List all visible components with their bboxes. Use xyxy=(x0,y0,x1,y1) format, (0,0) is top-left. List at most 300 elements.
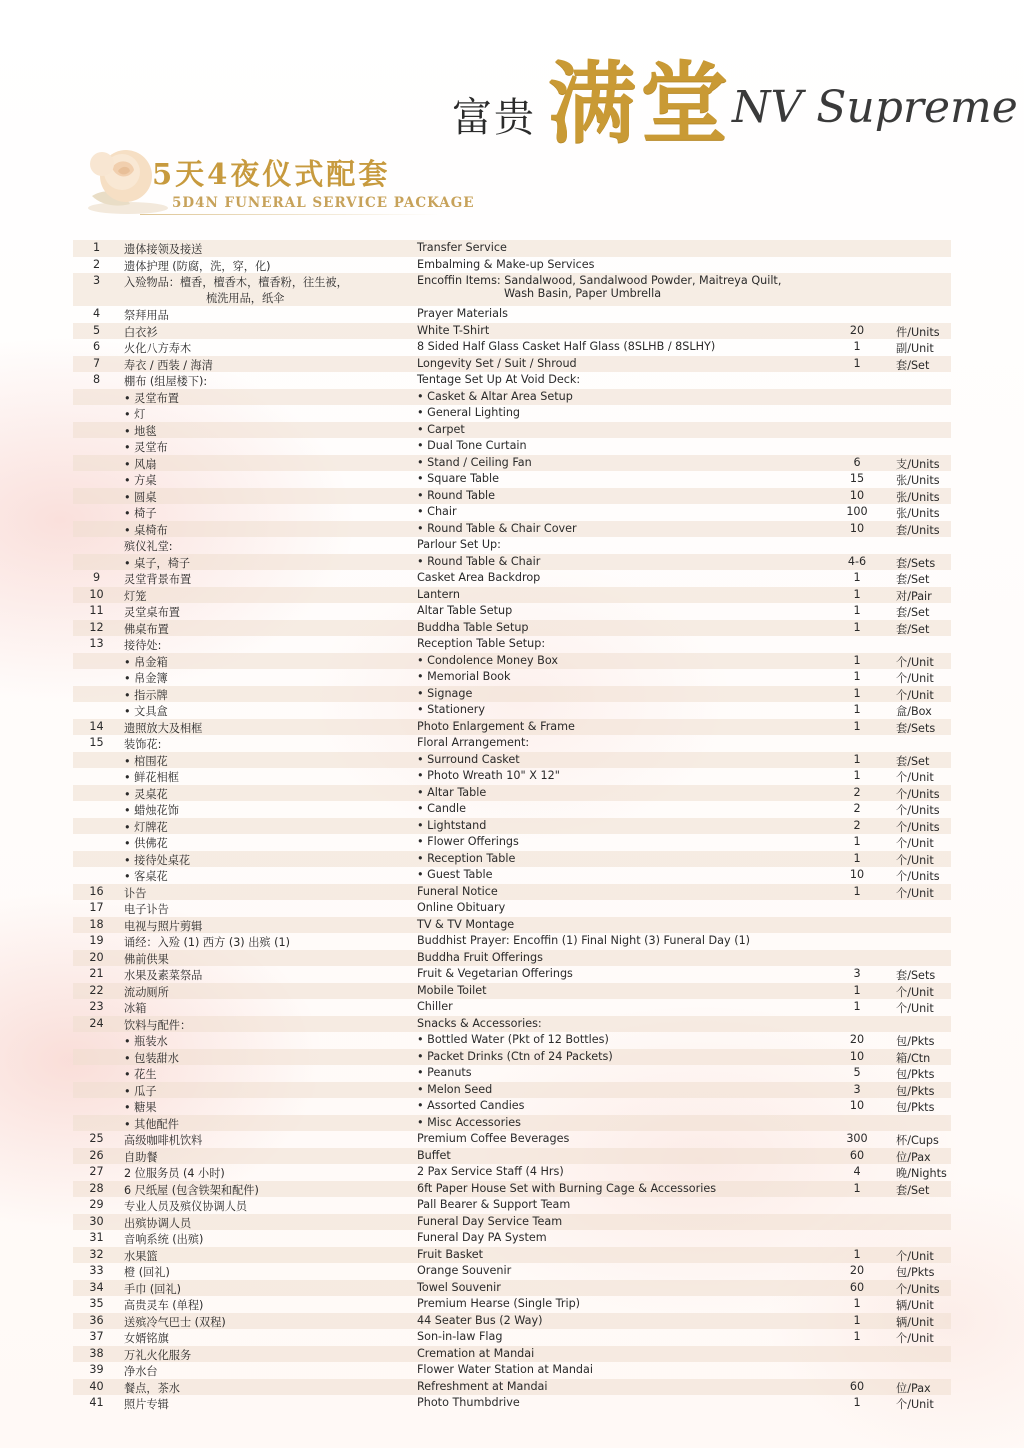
item-unit xyxy=(896,505,940,521)
item-quantity xyxy=(825,835,889,848)
item-quantity xyxy=(825,1165,889,1178)
item-chinese-text: • 灵堂布置 xyxy=(124,391,179,405)
item-number-text: 12 xyxy=(89,620,104,634)
item-unit-text: 位/Pax xyxy=(896,1381,931,1395)
item-chinese xyxy=(124,357,213,373)
item-chinese-text: • 文具盒 xyxy=(124,705,168,718)
item-english-text: Casket Area Backdrop xyxy=(417,571,541,584)
item-chinese xyxy=(124,1380,180,1396)
item-english-text: Online Obituary xyxy=(417,901,506,914)
item-english xyxy=(417,258,595,271)
table-row xyxy=(73,1131,951,1148)
item-english-text: • Melon Seed xyxy=(417,1082,493,1096)
item-number xyxy=(73,241,120,254)
item-english xyxy=(417,1330,502,1343)
item-english xyxy=(417,637,545,650)
item-chinese-text: • 蜡烛花饰 xyxy=(124,804,179,817)
item-english-text: Prayer Materials xyxy=(417,307,508,320)
item-chinese xyxy=(124,472,157,488)
item-english xyxy=(417,1198,570,1211)
item-english xyxy=(417,1033,609,1046)
item-chinese xyxy=(124,901,169,917)
item-english xyxy=(417,1050,613,1063)
item-chinese-text: 讣告 xyxy=(124,886,147,900)
item-number-text: 32 xyxy=(89,1247,104,1261)
item-unit-text: 张/Units xyxy=(896,490,940,504)
item-chinese xyxy=(124,1396,169,1412)
item-quantity-text: 1 xyxy=(853,604,861,617)
item-chinese-text: 灯笼 xyxy=(124,589,147,603)
table-row xyxy=(73,1181,951,1198)
item-english-text: • Stationery xyxy=(417,703,486,716)
table-row xyxy=(73,455,951,472)
item-number-text: 19 xyxy=(89,934,104,947)
item-quantity-text: 1 xyxy=(853,1313,861,1327)
item-quantity-text: 1 xyxy=(853,719,861,733)
item-english-text: • Altar Table xyxy=(417,785,487,799)
item-chinese xyxy=(124,1017,191,1033)
item-quantity-text: 6 xyxy=(853,455,861,469)
table-row xyxy=(73,1263,951,1280)
item-english-text: • Square Table xyxy=(417,472,500,485)
item-english-text: Lantern xyxy=(417,587,460,601)
item-quantity xyxy=(825,1149,889,1162)
item-english-text: • Carpet xyxy=(417,422,465,436)
item-english xyxy=(417,1380,548,1393)
table-row xyxy=(73,356,951,373)
item-quantity-text: 10 xyxy=(849,1099,865,1112)
item-english-text: Son-in-law Flag xyxy=(417,1330,503,1343)
item-chinese xyxy=(124,703,168,719)
table-row xyxy=(73,801,951,818)
item-english-text: Premium Hearse (Single Trip) xyxy=(417,1297,581,1310)
item-unit-text: 套/Set xyxy=(896,754,930,768)
item-chinese xyxy=(124,1116,179,1132)
item-unit xyxy=(896,769,934,785)
item-chinese-text: • 瓜子 xyxy=(124,1084,157,1098)
item-chinese xyxy=(124,406,145,422)
item-unit-text: 套/Set xyxy=(896,622,930,636)
item-quantity-text: 60 xyxy=(849,1280,865,1294)
item-english-text: • Bottled Water (Pkt of 12 Bottles) xyxy=(417,1033,609,1046)
item-english-text: Flower Water Station at Mandai xyxy=(417,1363,593,1376)
item-english xyxy=(417,670,511,683)
package-title-english: 5D4N FUNERAL SERVICE PACKAGE xyxy=(172,195,475,211)
item-english-text: • Candle xyxy=(417,802,467,815)
item-number-text: 24 xyxy=(89,1016,104,1030)
item-chinese-text: • 椅子 xyxy=(124,507,157,520)
item-chinese xyxy=(124,1248,158,1264)
table-row xyxy=(73,851,951,868)
item-chinese-text: • 灯 xyxy=(124,408,146,421)
item-number xyxy=(73,1363,120,1376)
item-english xyxy=(417,274,781,300)
table-row xyxy=(73,1082,951,1099)
item-number-text: 20 xyxy=(89,950,104,964)
item-number xyxy=(73,1215,120,1228)
table-row xyxy=(73,1148,951,1165)
item-chinese-text: 高级咖啡机饮料 xyxy=(124,1134,203,1147)
item-chinese xyxy=(124,1281,181,1297)
item-english-text: Funeral Notice xyxy=(417,884,498,898)
table-row xyxy=(73,603,951,620)
item-number xyxy=(73,1314,120,1327)
item-quantity-text: 2 xyxy=(853,818,861,832)
table-row xyxy=(73,1379,951,1396)
item-english xyxy=(417,472,499,485)
item-english xyxy=(417,621,529,634)
item-quantity-text: 3 xyxy=(853,967,861,980)
item-chinese xyxy=(124,423,157,439)
item-number xyxy=(73,621,120,634)
item-chinese-text: • 指示牌 xyxy=(124,688,168,702)
item-quantity xyxy=(825,786,889,799)
item-quantity-text: 1 xyxy=(853,1000,861,1013)
item-english-text: Longevity Set / Suit / Shroud xyxy=(417,356,577,370)
item-quantity-text: 1 xyxy=(853,769,861,782)
item-chinese xyxy=(124,1165,225,1181)
item-english xyxy=(417,571,540,584)
item-quantity xyxy=(825,753,889,766)
table-row xyxy=(73,1247,951,1264)
item-unit-text: 个/Unit xyxy=(896,688,934,702)
table-row xyxy=(73,389,951,406)
item-number-text: 34 xyxy=(89,1280,104,1294)
item-english-text: • Flower Offerings xyxy=(417,835,519,848)
item-chinese xyxy=(124,1000,146,1016)
item-chinese xyxy=(124,918,202,934)
item-chinese-text: • 接待处桌花 xyxy=(124,853,191,867)
item-english-text: Transfer Service xyxy=(417,241,507,254)
item-unit-text: 个/Unit xyxy=(896,1332,934,1345)
item-quantity-text: 1 xyxy=(853,752,861,766)
item-english xyxy=(417,819,486,832)
brand-chinese-prefix: 富贵 xyxy=(452,95,536,141)
item-chinese xyxy=(124,967,202,983)
item-quantity xyxy=(825,654,889,667)
item-unit-text: 个/Unit xyxy=(896,655,934,669)
item-quantity-text: 2 xyxy=(853,785,861,799)
item-unit xyxy=(896,1297,934,1313)
item-unit xyxy=(896,703,932,719)
item-number xyxy=(73,885,120,898)
item-quantity xyxy=(825,472,889,485)
item-english-text: Encoffin Items: Sandalwood, Sandalwood Powder, Maitreya Quilt, xyxy=(417,274,782,287)
table-row xyxy=(73,966,951,983)
item-quantity xyxy=(825,1182,889,1195)
item-chinese xyxy=(124,390,179,406)
item-english xyxy=(417,1314,542,1327)
item-chinese xyxy=(124,439,168,455)
item-unit xyxy=(896,1066,934,1082)
item-english xyxy=(417,1066,472,1079)
item-chinese xyxy=(124,241,202,257)
item-chinese-text: 流动厕所 xyxy=(124,985,169,999)
item-quantity-text: 10 xyxy=(849,1049,865,1063)
item-number-text: 18 xyxy=(89,917,104,931)
item-number-text: 2 xyxy=(92,257,101,271)
item-english-text: Chiller xyxy=(417,1000,453,1013)
item-chinese-text: • 灵桌花 xyxy=(124,787,168,801)
table-row xyxy=(73,570,951,587)
item-chinese-text: • 桌子，椅子 xyxy=(124,556,191,570)
item-chinese-text: 万礼火化服务 xyxy=(124,1348,192,1362)
item-unit xyxy=(896,1099,934,1115)
item-chinese xyxy=(124,984,169,1000)
table-row xyxy=(73,834,951,851)
item-number xyxy=(73,1000,120,1013)
item-chinese-text: • 供佛花 xyxy=(124,837,168,850)
item-chinese-text: 2 位服务员 (4 小时) xyxy=(124,1167,225,1180)
table-row xyxy=(73,554,951,571)
item-english-text: • Round Table xyxy=(417,488,496,502)
item-number xyxy=(73,951,120,964)
table-row xyxy=(73,900,951,917)
item-number xyxy=(73,1165,120,1178)
item-unit-text: 杯/Cups xyxy=(896,1134,939,1147)
item-chinese-text: 遗体接领及接送 xyxy=(124,243,203,256)
item-unit-text: 包/Pkts xyxy=(896,1101,935,1114)
table-row xyxy=(73,1346,951,1363)
item-chinese xyxy=(124,1363,158,1379)
item-english xyxy=(417,984,487,997)
table-row xyxy=(73,620,951,637)
item-quantity xyxy=(825,1000,889,1013)
item-unit xyxy=(896,802,940,818)
item-number xyxy=(73,258,120,271)
item-unit-text: 包/Pkts xyxy=(896,1035,935,1048)
item-english xyxy=(417,786,486,799)
item-unit-text: 支/Units xyxy=(896,457,940,471)
table-row xyxy=(73,669,951,686)
item-chinese-text: • 包装甜水 xyxy=(124,1051,179,1065)
item-chinese xyxy=(124,621,169,637)
item-unit-text: 包/Pkts xyxy=(896,1084,935,1098)
table-row xyxy=(73,1049,951,1066)
item-unit-text: 个/Unit xyxy=(896,1002,934,1015)
item-chinese xyxy=(124,555,190,571)
item-english xyxy=(417,373,580,386)
item-chinese xyxy=(124,1231,203,1247)
item-english xyxy=(417,835,519,848)
item-unit xyxy=(896,1330,934,1346)
item-unit-text: 个/Unit xyxy=(896,985,934,999)
table-row xyxy=(73,1197,951,1214)
table-row xyxy=(73,1395,951,1412)
item-english xyxy=(417,1083,492,1096)
item-quantity-text: 5 xyxy=(853,1066,861,1079)
item-chinese-text: 火化八方寿木 xyxy=(124,342,192,355)
item-chinese xyxy=(124,505,157,521)
item-chinese xyxy=(124,1297,203,1313)
item-number-text: 26 xyxy=(89,1148,104,1162)
item-unit-text: 个/Units xyxy=(896,804,940,817)
item-number xyxy=(73,373,120,386)
item-quantity-text: 1 xyxy=(853,1297,861,1310)
item-quantity-text: 1 xyxy=(853,1247,861,1261)
item-chinese-text: 送殡冷气巴士 (双程) xyxy=(124,1315,226,1329)
item-chinese xyxy=(124,588,146,604)
item-chinese-text: • 瓶装水 xyxy=(124,1035,168,1048)
item-chinese xyxy=(124,538,173,554)
item-chinese xyxy=(124,604,180,620)
brand-english-title: NV Supreme xyxy=(732,82,1018,133)
package-title-chinese: 5天4夜仪式配套 xyxy=(152,157,391,191)
item-english-text: Buddha Table Setup xyxy=(417,620,529,634)
item-chinese xyxy=(124,522,168,538)
item-unit xyxy=(896,1182,929,1198)
item-unit-text: 件/Units xyxy=(896,325,940,339)
item-english xyxy=(417,1149,451,1162)
item-english xyxy=(417,687,472,700)
item-english xyxy=(417,852,515,865)
item-quantity-text: 1 xyxy=(853,670,861,683)
item-unit-text: 个/Unit xyxy=(896,837,934,850)
item-chinese-text: 殡仪礼堂: xyxy=(124,540,173,553)
item-number xyxy=(73,274,120,287)
item-chinese-text: 佛桌布置 xyxy=(124,622,169,636)
item-english-text: • General Lighting xyxy=(417,406,521,419)
item-english-text: • Round Table & Chair xyxy=(417,554,541,568)
item-number xyxy=(73,901,120,914)
item-chinese xyxy=(124,852,190,868)
item-english-text: • Chair xyxy=(417,505,457,518)
item-chinese-text: 专业人员及殡仪协调人员 xyxy=(124,1200,248,1213)
item-english xyxy=(417,588,460,601)
item-english-text: 44 Seater Bus (2 Way) xyxy=(417,1313,543,1327)
item-chinese xyxy=(124,1066,157,1082)
item-english-text-line2: Wash Basin, Paper Umbrella xyxy=(504,287,662,300)
item-chinese xyxy=(124,736,161,752)
item-unit xyxy=(896,885,934,901)
item-english xyxy=(417,1116,521,1129)
item-chinese-text: 自助餐 xyxy=(124,1150,158,1164)
item-number-text: 8 xyxy=(92,373,101,386)
table-row xyxy=(73,339,951,356)
item-number-text: 9 xyxy=(92,571,101,584)
item-chinese-text: 电视与照片剪辑 xyxy=(124,919,203,933)
item-unit-text: 张/Units xyxy=(896,474,940,487)
item-chinese-text: • 棺围花 xyxy=(124,754,168,768)
item-chinese-text: 饮料与配件： xyxy=(124,1018,192,1032)
item-chinese xyxy=(124,1099,157,1115)
item-number xyxy=(73,984,120,997)
item-quantity xyxy=(825,571,889,584)
item-chinese-text: • 糖果 xyxy=(124,1101,157,1114)
item-english xyxy=(417,1017,542,1030)
item-unit xyxy=(896,1264,934,1280)
item-unit xyxy=(896,555,935,571)
item-quantity xyxy=(825,703,889,716)
table-row xyxy=(73,1329,951,1346)
table-row xyxy=(73,653,951,670)
item-unit xyxy=(896,654,934,670)
item-english-text: • Dual Tone Curtain xyxy=(417,439,527,452)
item-chinese-text: • 桌椅布 xyxy=(124,523,168,537)
item-english-text: • Lightstand xyxy=(417,818,487,832)
item-number xyxy=(73,720,120,733)
item-english-text: Towel Souvenir xyxy=(417,1280,501,1294)
item-english-text: 8 Sided Half Glass Casket Half Glass (8SLHB / 8SLHY) xyxy=(417,340,716,353)
item-english-text: • Condolence Money Box xyxy=(417,653,558,667)
item-chinese xyxy=(124,1149,158,1165)
item-unit xyxy=(896,357,929,373)
item-chinese xyxy=(124,769,179,785)
item-number-text: 11 xyxy=(89,604,104,617)
item-quantity xyxy=(825,1330,889,1343)
item-chinese xyxy=(124,1050,179,1066)
item-english-text: Pall Bearer & Support Team xyxy=(417,1198,571,1211)
item-unit xyxy=(896,1314,934,1330)
item-english xyxy=(417,918,514,931)
item-quantity xyxy=(825,670,889,683)
item-english-text: Altar Table Setup xyxy=(417,604,513,617)
item-chinese xyxy=(124,1132,202,1148)
item-chinese xyxy=(124,885,146,901)
item-chinese xyxy=(124,720,202,736)
item-quantity xyxy=(825,1248,889,1261)
table-row xyxy=(73,1296,951,1313)
item-chinese xyxy=(124,819,168,835)
item-quantity xyxy=(825,522,889,535)
table-row xyxy=(73,1313,951,1330)
item-quantity-text: 1 xyxy=(853,340,861,353)
item-chinese-text: 灵堂桌布置 xyxy=(124,606,180,619)
item-unit-text: 套/Units xyxy=(896,523,940,537)
item-number-text: 21 xyxy=(89,967,104,980)
item-chinese xyxy=(124,670,168,686)
item-chinese xyxy=(124,1083,157,1099)
item-chinese xyxy=(124,307,169,323)
item-chinese xyxy=(124,654,168,670)
item-chinese-text: 高贵灵车 (单程) xyxy=(124,1299,204,1312)
table-row xyxy=(73,752,951,769)
item-unit-text: 个/Unit xyxy=(896,771,934,784)
item-chinese-text: 冰箱 xyxy=(124,1002,147,1015)
item-chinese-text: • 帛金簿 xyxy=(124,672,168,685)
item-english-text: Photo Thumbdrive xyxy=(417,1396,520,1409)
item-number-text: 38 xyxy=(89,1346,104,1360)
item-chinese xyxy=(124,258,271,274)
item-english xyxy=(417,1396,520,1409)
item-number xyxy=(73,1297,120,1310)
item-english xyxy=(417,307,508,320)
item-quantity-text: 10 xyxy=(849,521,865,535)
item-number-text: 23 xyxy=(89,1000,104,1013)
item-unit xyxy=(896,1000,934,1016)
item-chinese xyxy=(124,489,157,505)
item-unit-text: 套/Sets xyxy=(896,969,936,982)
item-number-text: 5 xyxy=(92,323,101,337)
item-quantity xyxy=(825,604,889,617)
item-unit xyxy=(896,1380,931,1396)
item-chinese xyxy=(124,1330,169,1346)
item-chinese-text: 出殡协调人员 xyxy=(124,1216,192,1230)
item-english-text: Orange Souvenir xyxy=(417,1264,512,1277)
item-english-text: • Peanuts xyxy=(417,1066,472,1079)
item-unit-text: 套/Set xyxy=(896,358,930,372)
item-chinese-text: 手巾 (回礼) xyxy=(124,1282,182,1296)
brand-chinese-title: 满堂 xyxy=(548,51,733,155)
item-english-text: Mobile Toilet xyxy=(417,983,487,997)
item-english-text: Tentage Set Up At Void Deck: xyxy=(417,373,581,386)
item-number-text: 1 xyxy=(92,241,101,254)
table-row xyxy=(73,504,951,521)
item-english xyxy=(417,654,558,667)
item-quantity xyxy=(825,984,889,997)
item-chinese-text: 装饰花: xyxy=(124,738,162,751)
item-english-text: Refreshment at Mandai xyxy=(417,1379,548,1393)
